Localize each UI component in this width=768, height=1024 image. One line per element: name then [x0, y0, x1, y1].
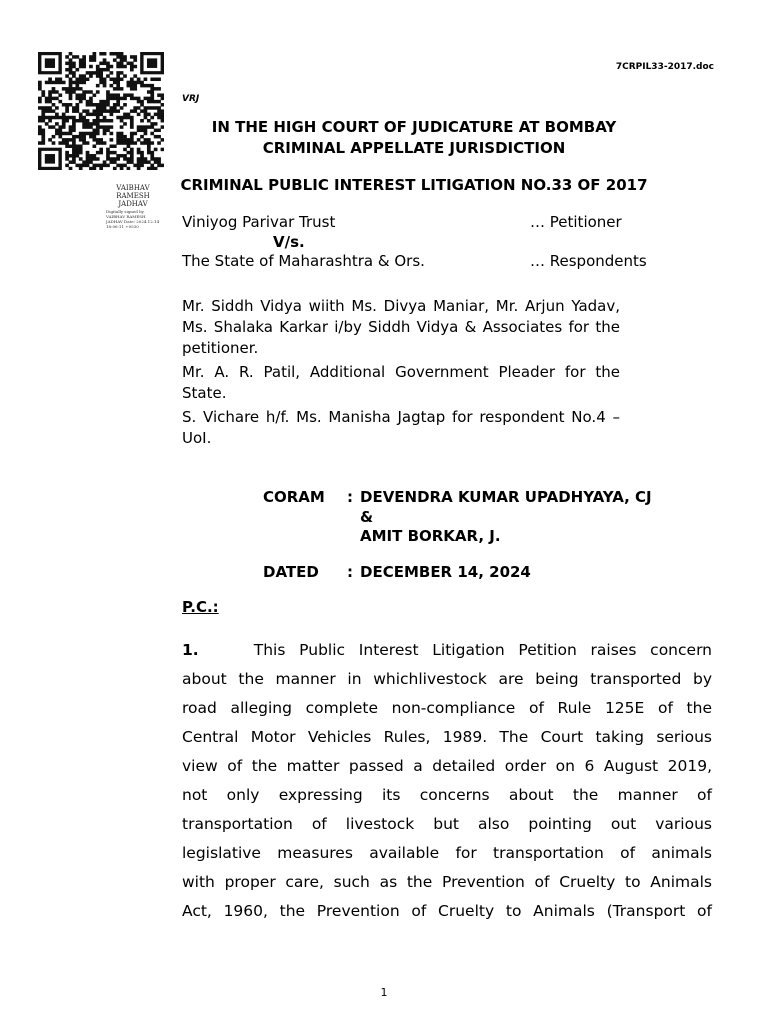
paragraph-1 [182, 636, 712, 926]
versus-label: V/s. [273, 233, 305, 251]
case-title: CRIMINAL PUBLIC INTEREST LITIGATION NO.33 OF 2017 [180, 176, 648, 194]
coram-judge: AMIT BORKAR, J. [360, 527, 501, 545]
pc-heading: P.C.: [182, 598, 219, 616]
paragraph-line: with proper care, such as the Prevention of Cruelty to Animals [182, 873, 712, 891]
petitioner-name: Viniyog Parivar Trust [182, 213, 336, 231]
signature-name-line: VAIBHAV [116, 184, 150, 192]
paragraph-line: transportation of livestock but also pointing out various [182, 815, 712, 833]
qr-finder-pattern [140, 52, 164, 74]
dated-colon: : [347, 563, 353, 581]
paragraph-number: 1. [182, 641, 199, 659]
respondent-role: … Respondents [530, 252, 647, 270]
paragraph-line: legislative measures available for transportation of animals [182, 844, 712, 862]
counsel-appearance: Mr. Siddh Vidya wiith Ms. Divya Maniar, Mr. Arjun Yadav, Ms. Shalaka Karkar i/by Siddh Vidya & Associates for the petitioner. [182, 297, 620, 357]
paragraph-line-text: This Public Interest Litigation Petition raises concern [253, 641, 712, 659]
signature-name-line: RAMESH [116, 192, 150, 200]
coram-label: CORAM [263, 488, 325, 506]
paragraph-line [182, 636, 712, 665]
paragraph-line: not only expressing its concerns about the manner of [182, 786, 712, 804]
dated-label: DATED [263, 563, 319, 581]
signature-fine-print: Digitally signed by VAIBHAV RAMESH JADHAV Date: 2024.12.14 18:06:11 +0530 [106, 209, 160, 229]
petitioner-role: … Petitioner [530, 213, 622, 231]
coram-colon: : [347, 488, 353, 506]
paragraph-line: about the manner in whichlivestock are being transported by [182, 670, 712, 688]
respondent-name: The State of Maharashtra & Ors. [182, 252, 425, 270]
signature-name-line: JADHAV [118, 200, 148, 208]
coram-ampersand: & [360, 508, 374, 526]
paragraph-line: Act, 1960, the Prevention of Cruelty to Animals (Transport of [182, 902, 712, 920]
order-date: DECEMBER 14, 2024 [360, 563, 531, 581]
counsel-appearance: Mr. A. R. Patil, Additional Government Pleader for the State. [182, 363, 620, 402]
court-name: IN THE HIGH COURT OF JUDICATURE AT BOMBAY [211, 118, 617, 136]
counsel-appearance: S. Vichare h/f. Ms. Manisha Jagtap for respondent No.4 – UoI. [182, 408, 620, 447]
coram-judge: DEVENDRA KUMAR UPADHYAYA, CJ [360, 488, 652, 506]
paragraph-line: Central Motor Vehicles Rules, 1989. The Court taking serious [182, 728, 712, 746]
stenographer-initials: VRJ [182, 94, 200, 104]
paragraph-line: view of the matter passed a detailed order on 6 August 2019, [182, 757, 712, 775]
file-reference: 7CRPIL33-2017.doc [615, 62, 714, 72]
jurisdiction: CRIMINAL APPELLATE JURISDICTION [262, 139, 566, 157]
page-number: 1 [380, 986, 388, 999]
paragraph-line: road alleging complete non-compliance of Rule 125E of the [182, 699, 712, 717]
qr-finder-pattern [38, 52, 62, 74]
